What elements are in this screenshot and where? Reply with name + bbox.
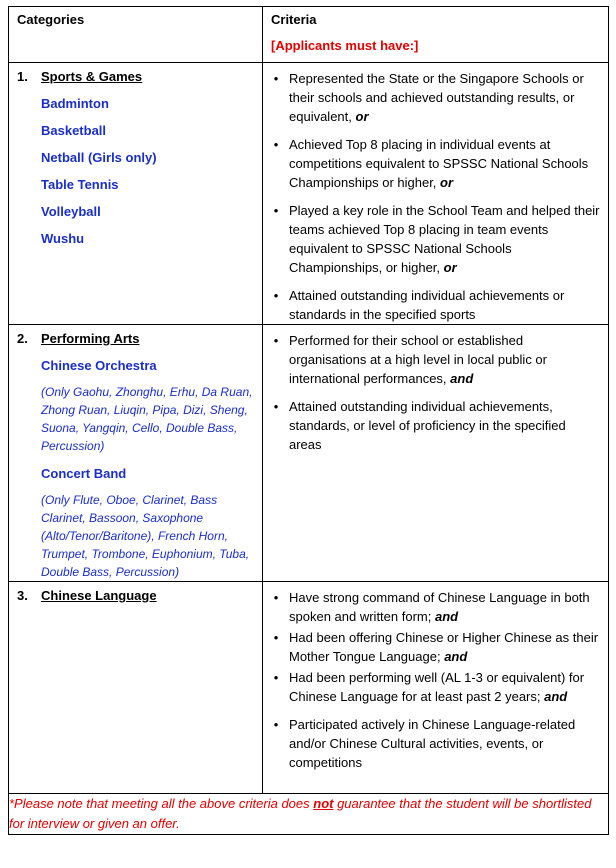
category-number: 3.: [17, 588, 28, 603]
instrument-list: (Only Gaohu, Zhonghu, Erhu, Da Ruan, Zhong Ruan, Liuqin, Pipa, Dizi, Sheng, Suona, Yangqin, Cello, Double Bass, Percussion): [41, 385, 253, 453]
sport-item: Basketball: [41, 123, 107, 138]
bullet-icon: •: [273, 288, 279, 303]
sport-item: Volleyball: [41, 204, 101, 219]
disclaimer-text-start: *Please note that meeting all the above criteria does: [9, 796, 314, 811]
table-row-performing-arts: [9, 325, 609, 582]
category-name: Performing Arts: [41, 331, 140, 346]
criteria-item: [263, 201, 600, 277]
sport-item: Netball (Girls only): [41, 150, 157, 165]
criteria-conjunction: or: [443, 260, 457, 275]
applicants-note: [Applicants must have:]: [271, 38, 419, 53]
sport-item: Badminton: [41, 96, 109, 111]
header-criteria-label: Criteria: [271, 12, 317, 27]
bullet-icon: •: [273, 399, 279, 414]
criteria-text: Attained outstanding individual achievements, standards, or level of proficiency in the specified areas: [289, 399, 566, 452]
bullet-icon: •: [273, 333, 279, 348]
table-footer-row: [9, 794, 609, 835]
criteria-text: Performed for their school or established organisations at a high level in local public or international performances,: [289, 333, 547, 386]
disclaimer-emphasis: not: [313, 796, 334, 811]
table-row-sports: [9, 63, 609, 325]
bullet-icon: •: [273, 590, 279, 605]
criteria-text: Attained outstanding individual achievements or standards in the specified sports: [289, 288, 565, 322]
category-cell-sports: [9, 63, 263, 325]
table-header-row: [9, 7, 609, 63]
criteria-item: [263, 331, 600, 388]
criteria-conjunction: and: [444, 649, 468, 664]
criteria-item: [263, 135, 600, 192]
disclaimer-note: [9, 794, 609, 835]
bullet-icon: •: [273, 203, 279, 218]
category-cell-chinese-language: [9, 582, 263, 794]
criteria-item: [263, 628, 600, 666]
criteria-text: Participated actively in Chinese Language-related and/or Chinese Cultural activities, events, or competitions: [289, 717, 576, 770]
criteria-conjunction: and: [434, 609, 459, 624]
criteria-text: Achieved Top 8 placing in individual events at competitions equivalent to SPSSC National Schools Championships or higher,: [289, 137, 589, 190]
category-title-chinese-language: [17, 587, 256, 604]
criteria-item: [263, 668, 600, 706]
criteria-conjunction: or: [440, 175, 454, 190]
sport-item: Table Tennis: [41, 177, 119, 192]
criteria-text: Represented the State or the Singapore Schools or their schools and achieved outstanding results, or equivalent,: [289, 71, 584, 124]
header-categories-cell: [9, 7, 263, 63]
table-row-chinese-language: [9, 582, 609, 794]
disclaimer-text-end: guarantee that the student will be shortlisted for interview or given an offer.: [9, 796, 592, 831]
category-name: Sports & Games: [41, 69, 143, 84]
header-criteria-cell: [263, 7, 609, 63]
sport-item: Wushu: [41, 231, 85, 246]
criteria-text: Had been performing well (AL 1-3 or equivalent) for Chinese Language for at least past 2 years;: [289, 670, 585, 704]
category-cell-performing-arts: [9, 325, 263, 582]
criteria-cell-chinese-language: [263, 582, 609, 794]
category-number: 2.: [17, 331, 28, 346]
group-name: Concert Band: [41, 466, 127, 481]
criteria-cell-sports: [263, 63, 609, 325]
bullet-icon: •: [273, 670, 279, 685]
criteria-cell-performing-arts: [263, 325, 609, 582]
criteria-conjunction: or: [355, 109, 369, 124]
category-title-sports: [17, 68, 256, 85]
criteria-item: [263, 715, 600, 772]
bullet-icon: •: [273, 137, 279, 152]
criteria-conjunction: and: [544, 689, 568, 704]
header-categories-label: Categories: [17, 12, 85, 27]
criteria-table: [8, 6, 609, 835]
bullet-icon: •: [273, 630, 279, 645]
criteria-text: Have strong command of Chinese Language in both spoken and written form;: [289, 590, 590, 624]
criteria-item: [263, 397, 600, 454]
category-title-performing-arts: [17, 330, 256, 347]
criteria-text: Played a key role in the School Team and helped their teams achieved Top 8 placing in team events equivalent to SPSSC National Schools Championships, or higher,: [289, 203, 600, 275]
criteria-item: [263, 69, 600, 126]
category-number: 1.: [17, 69, 28, 84]
group-name: Chinese Orchestra: [41, 358, 157, 373]
criteria-item: [263, 286, 600, 324]
instrument-list: (Only Flute, Oboe, Clarinet, Bass Clarinet, Bassoon, Saxophone (Alto/Tenor/Baritone), French Horn, Trumpet, Trombone, Euphonium, Tuba, Double Bass, Percussion): [41, 493, 250, 579]
criteria-conjunction: and: [450, 371, 474, 386]
bullet-icon: •: [273, 717, 279, 732]
bullet-icon: •: [273, 71, 279, 86]
category-name: Chinese Language: [41, 588, 157, 603]
criteria-item: [263, 588, 600, 626]
criteria-text: Had been offering Chinese or Higher Chinese as their Mother Tongue Language;: [289, 630, 599, 664]
